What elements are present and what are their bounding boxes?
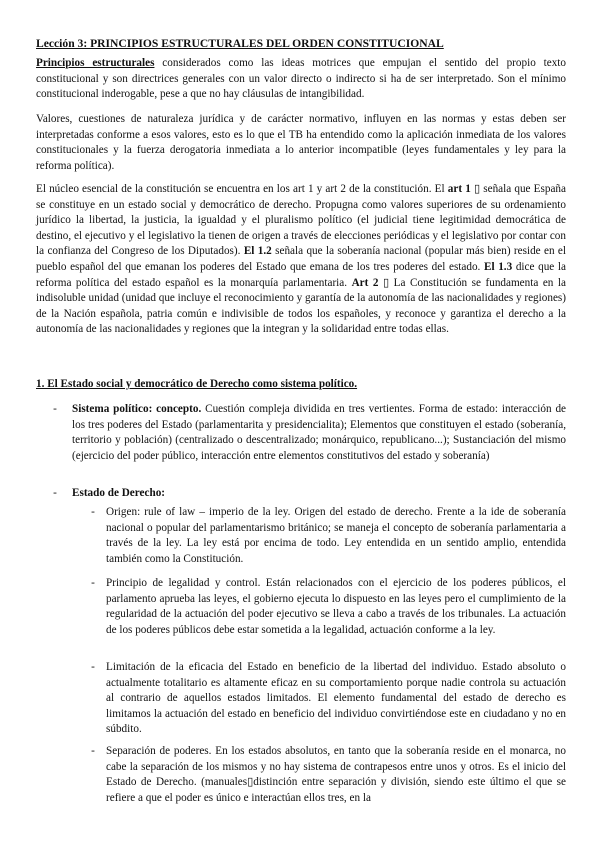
- list-item: Origen: rule of law – imperio de la ley. Origen del estado de derecho. Frente a la ide de soberanía nacional o popular del parlamentarismo británico; se maneja el concepto de soberanía parlamentaria a través de la ley. La ley está por encima de todo. Ley entendida en un sentido amplio, entendida también como la Constitución.: [106, 506, 566, 565]
- nucleus-text-1: El núcleo esencial de la constitución se encuentra en los art 1 y art 2 de la constitución. El: [36, 183, 448, 195]
- nucleus-text-5: La Constitución se fundamenta en la indisoluble unidad (unidad que incluye el reconocimiento y garantía de la autonomía de las nacionalidades y regiones) de la Nación española, patria común e indivisible de todos los españoles, y reconoce y garantiza el derecho a la autonomía de las nacionalidades y regiones que la integran y la solidaridad entre todas ellas.: [36, 276, 566, 336]
- lesson-title: Lección 3: PRINCIPIOS ESTRUCTURALES DEL ORDEN CONSTITUCIONAL: [36, 37, 444, 50]
- bullet-marker: -: [53, 487, 57, 499]
- rule-of-law-heading: Estado de Derecho:: [72, 487, 166, 499]
- intro-term: Principios estructurales: [36, 57, 155, 69]
- nucleus-paragraph: [36, 182, 566, 338]
- article-1-ref: art 1: [447, 183, 471, 195]
- section-heading: 1. El Estado social y democrático de Derecho como sistema político.: [36, 378, 358, 390]
- values-paragraph: Valores, cuestiones de naturaleza jurídica y de carácter normativo, influyen en las normas y estas deben ser interpretadas conforme a esos valores, esto es lo que el TB ha entendido como la aplicación inmediata de los valores constitucionales y la fuerza derogatoria inmediata a lo anterior incompatible (leyes fundamentales y ley para la reforma política).: [36, 113, 566, 172]
- list-item: Principio de legalidad y control. Están relacionados con el ejercicio de los poderes públicos, el parlamento aprueba las leyes, el gobierno ejecuta lo dispuesto en las leyes pero el cumplimiento de la regularidad de la actuación del poder ejecutivo se lleva a cabo a través de los tribunales. La actuación de los poderes públicos debe estar sometida a la legalidad, actuación conforme a la ley.: [106, 577, 566, 636]
- intro-text: considerados como las ideas motrices que empujan el sentido del propio texto constitucional y son directrices generales con un valor directo o indirecto si ha de ser interpretado. Son el mínimo constitucional inderogable, pese a que no hay cláusulas de intangibilidad.: [36, 57, 566, 101]
- list-item: Separación de poderes. En los estados absolutos, en tanto que la soberanía reside en el monarca, no cabe la separación de los mismos y no hay sistema de contrapesos entre unos y otros. Es el inicio del Estado de Derecho. (manuales▯distinción entre separación y división, siendo este último el que se refiere a que el poder es único e interactúan ellos tres, en la: [106, 745, 566, 804]
- bullet-marker: -: [53, 403, 57, 415]
- bullet-marker: -: [91, 661, 95, 673]
- arrow-glyph: ▯: [470, 183, 484, 195]
- arrow-glyph: ▯: [378, 276, 394, 289]
- nucleus-text-4: dice que la reforma política del estado español es la monarquía parlamentaria.: [36, 260, 566, 289]
- nucleus-text-2: señala que España se constituye en un estado social y democrático de derecho. Propugna como valores superiores de su ordenamiento jurídico la libertad, la justicia, la igualdad y el pluralismo político (el judicial tiene legitimidad democrática de destino, el ejecutivo y el legislativo la tienen de origen a través de elecciones periódicas y el legislativo por contar con la confianza del Congreso de los Diputados).: [36, 183, 566, 258]
- bullet-marker: -: [91, 745, 95, 757]
- political-system-term: Sistema político: concepto.: [72, 403, 202, 415]
- list-item: Limitación de la eficacia del Estado en beneficio de la libertad del individuo. Estado absoluto o actualmente totalitario es altamente eficaz en su comportamiento porque nadie controla su actuación al contrario de aquellos estados limitados. El elemento fundamental del estado de derecho es limitamos la actuación del estado en beneficio del individuo convirtiéndose este en ciudadano y no en súbdito.: [106, 661, 566, 736]
- bullet-marker: -: [91, 577, 95, 589]
- political-system-item: [72, 402, 566, 464]
- article-2-ref: Art 2: [351, 276, 379, 289]
- bullet-marker: -: [91, 506, 95, 518]
- article-1-2-ref: El 1.2: [243, 245, 272, 258]
- intro-paragraph: [36, 56, 566, 103]
- nucleus-text-3: señala que la soberanía nacional (popular más bien) reside en el pueblo español del que emanan los poderes del Estado que emana de los tres poderes del estado.: [36, 245, 566, 273]
- article-1-3-ref: El 1.3: [484, 260, 513, 273]
- political-system-text: Cuestión compleja dividida en tres vertientes. Forma de estado: interacción de los tres poderes del Estado (parlamentarita y presidencialita); Elementos que constituyen el estado (soberanía, territorio y población) (centralizado o descentralizado; monárquico, republicano...); Sustanciación del mismo (ejercicio del poder público, interacción entre elementos constitutivos del estado y soberanía): [72, 403, 567, 462]
